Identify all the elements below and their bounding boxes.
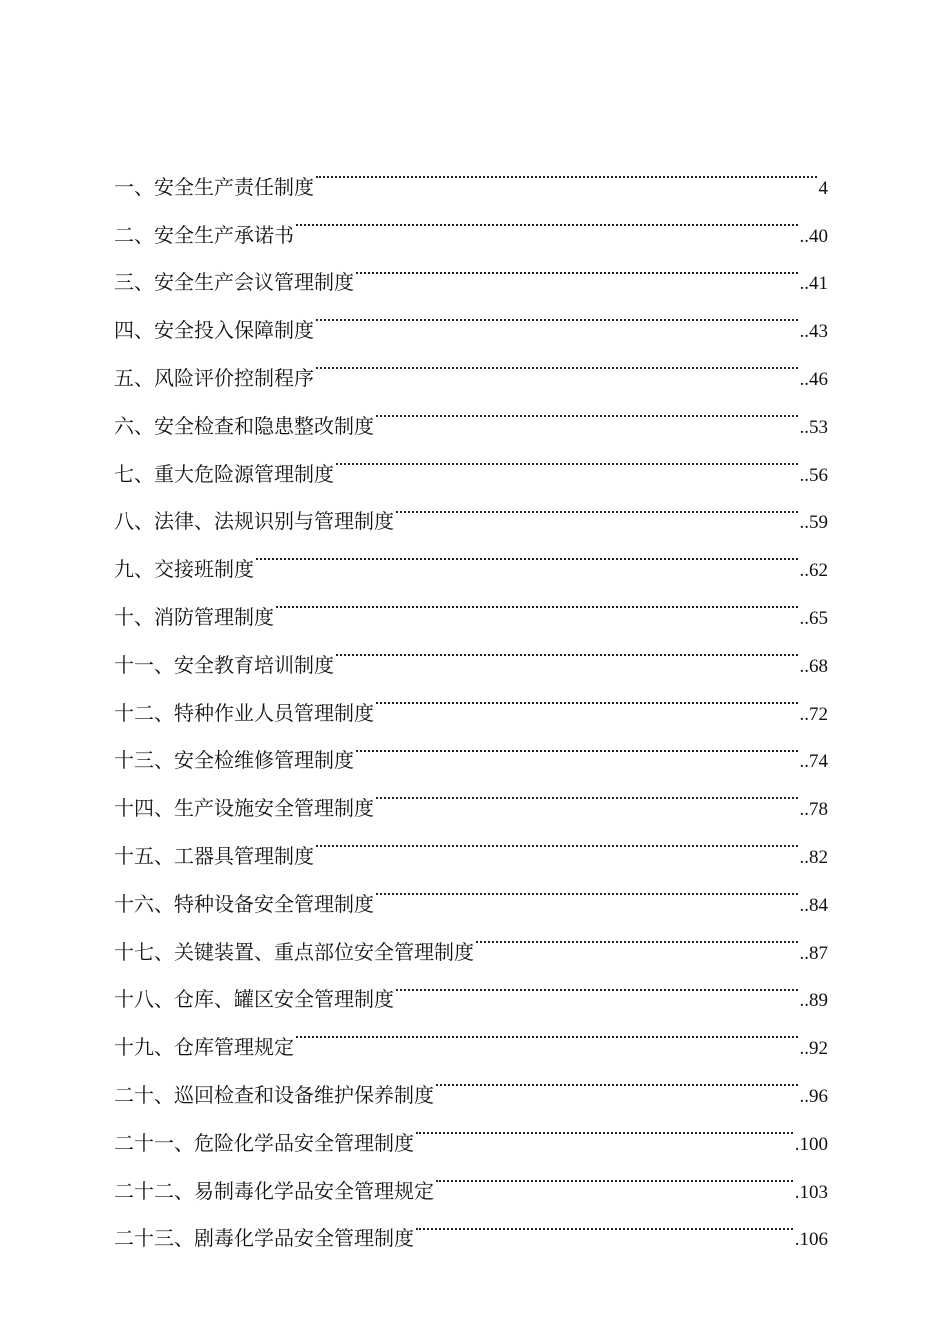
toc-entry-title: 四、安全投入保障制度 — [114, 318, 314, 343]
toc-entry-page: ..53 — [799, 416, 828, 438]
toc-entry-page: ..96 — [799, 1085, 828, 1107]
toc-entry-title: 七、重大危险源管理制度 — [114, 461, 334, 486]
toc-entry[interactable] — [114, 146, 828, 199]
toc-entry-page: ..59 — [799, 512, 828, 534]
toc-dot-leader — [274, 576, 800, 624]
toc-entry-page: ..46 — [799, 368, 828, 390]
toc-entry-page: ..87 — [799, 942, 828, 964]
toc-dot-leader — [374, 863, 800, 911]
toc-entry-title: 十八、仓库、罐区安全管理制度 — [114, 987, 394, 1012]
toc-dot-leader — [374, 767, 800, 815]
toc-dot-leader — [414, 1198, 795, 1246]
toc-entry-title: 一、安全生产责任制度 — [114, 174, 314, 199]
toc-dot-leader — [434, 1054, 800, 1102]
toc-dot-leader — [354, 242, 800, 290]
toc-entry-title: 二、安全生产承诺书 — [114, 222, 294, 247]
toc-entry-title: 九、交接班制度 — [114, 557, 254, 582]
toc-entry-page: ..68 — [799, 655, 828, 677]
toc-entry-page: ..40 — [799, 225, 828, 247]
toc-entry-page: .103 — [794, 1181, 828, 1203]
toc-entry-title: 八、法律、法规识别与管理制度 — [114, 509, 394, 534]
toc-entry-page: ..65 — [799, 607, 828, 629]
toc-entry-title: 五、风险评价控制程序 — [114, 365, 314, 390]
toc-entry-page: ..72 — [799, 703, 828, 725]
toc-dot-leader — [314, 337, 800, 385]
toc-dot-leader — [374, 672, 800, 720]
toc-entry-page: ..74 — [799, 751, 828, 773]
toc-entry-page: ..41 — [799, 273, 828, 295]
toc-entry-title: 十三、安全检维修管理制度 — [114, 748, 354, 773]
toc-dot-leader — [394, 959, 800, 1007]
toc-dot-leader — [254, 528, 800, 576]
toc-dot-leader — [314, 146, 819, 194]
toc-entry-title: 十六、特种设备安全管理制度 — [114, 891, 374, 916]
toc-entry-title: 十四、生产设施安全管理制度 — [114, 796, 374, 821]
toc-dot-leader — [394, 481, 800, 529]
toc-entry-page: ..56 — [799, 464, 828, 486]
toc-dot-leader — [334, 624, 800, 672]
toc-entry-page: ..43 — [799, 321, 828, 343]
toc-dot-leader — [314, 815, 800, 863]
toc-dot-leader — [374, 385, 800, 433]
toc-dot-leader — [414, 1102, 795, 1150]
toc-entry-title: 十、消防管理制度 — [114, 604, 274, 629]
toc-entry-title: 十一、安全教育培训制度 — [114, 652, 334, 677]
toc-dot-leader — [294, 194, 800, 242]
toc-dot-leader — [434, 1150, 795, 1198]
toc-dot-leader — [354, 720, 800, 768]
toc-entry-page: ..89 — [799, 990, 828, 1012]
toc-entry-page: .100 — [794, 1133, 828, 1155]
toc-entry-title: 十九、仓库管理规定 — [114, 1035, 294, 1060]
toc-entry-title: 六、安全检查和隐患整改制度 — [114, 413, 374, 438]
toc-dot-leader — [474, 911, 800, 959]
toc-entry-title: 十七、关键装置、重点部位安全管理制度 — [114, 939, 474, 964]
toc-entry-title: 二十二、易制毒化学品安全管理规定 — [114, 1178, 434, 1203]
table-of-contents — [114, 146, 828, 1251]
toc-entry-page: .106 — [794, 1229, 828, 1251]
toc-entry-title: 三、安全生产会议管理制度 — [114, 270, 354, 295]
toc-dot-leader — [314, 289, 800, 337]
toc-entry-title: 二十一、危险化学品安全管理制度 — [114, 1130, 414, 1155]
toc-entry-page: ..92 — [799, 1038, 828, 1060]
toc-entry-page: ..78 — [799, 799, 828, 821]
toc-entry-page: ..62 — [799, 560, 828, 582]
toc-entry-title: 十二、特种作业人员管理制度 — [114, 700, 374, 725]
toc-entry-title: 十五、工器具管理制度 — [114, 843, 314, 868]
toc-dot-leader — [334, 433, 800, 481]
toc-entry-page: ..84 — [799, 894, 828, 916]
toc-entry-page: ..82 — [799, 846, 828, 868]
toc-entry-title: 二十三、剧毒化学品安全管理制度 — [114, 1226, 414, 1251]
toc-entry-page: 4 — [818, 177, 828, 199]
toc-dot-leader — [294, 1006, 800, 1054]
toc-entry-title: 二十、巡回检查和设备维护保养制度 — [114, 1082, 434, 1107]
